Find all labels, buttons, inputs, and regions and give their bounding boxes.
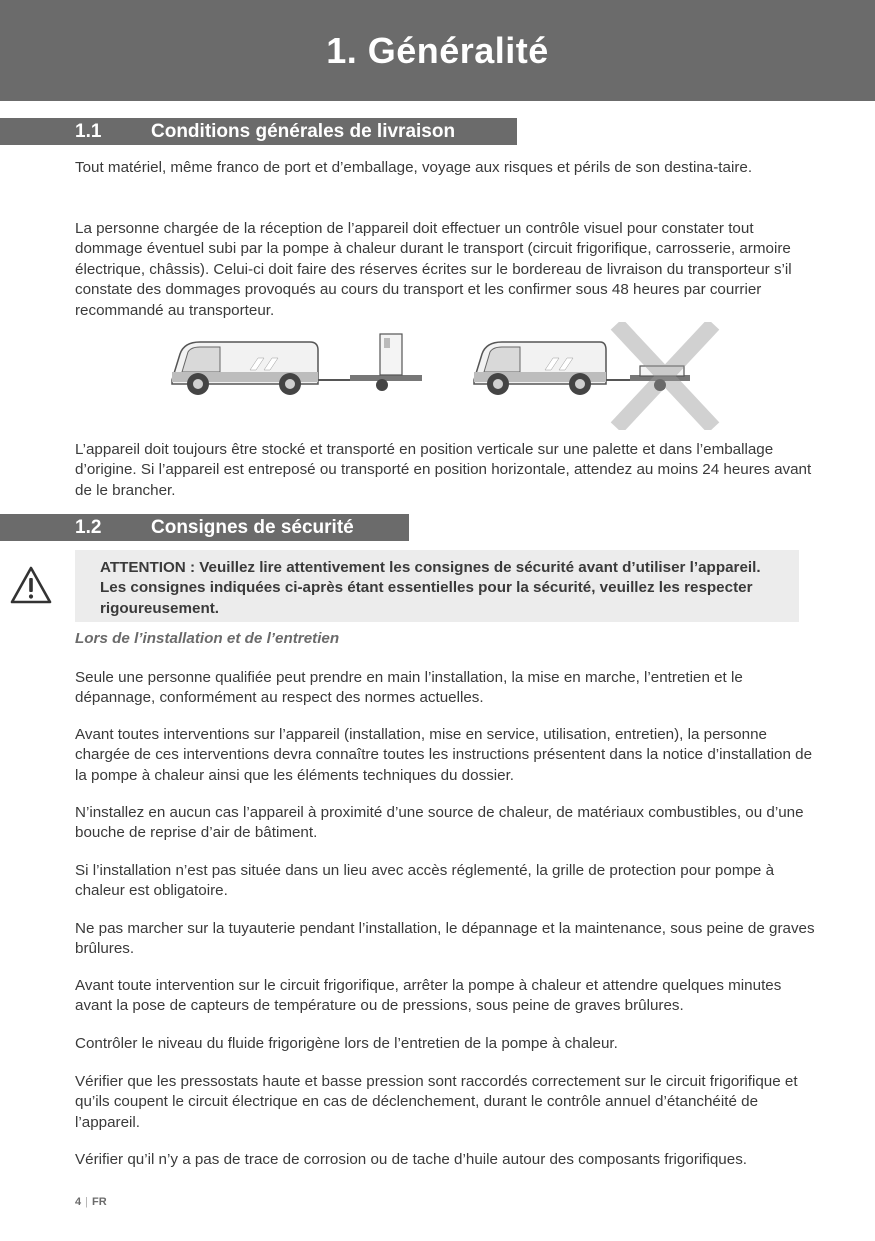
paragraph: N’installez en aucun cas l’appareil à proximité d’une source de chaleur, de matériaux combustibles, ou d’une bouche de reprise d’air de bâtiment. xyxy=(75,804,804,842)
subheading: Lors de l’installation et de l’entretien xyxy=(75,630,340,647)
warning-triangle-icon xyxy=(9,565,53,605)
warning-text: ATTENTION : Veuillez lire attentivement les consignes de sécurité avant d’utiliser l’appareil. Les consignes indiquées ci-après étant essentielles pour la sécurité, veuillez les respecter rigoureusement. xyxy=(100,559,761,617)
paragraph: Avant toutes interventions sur l’appareil (installation, mise en service, utilisation, entretien), la personne chargée de ces interventions devra connaître toutes les instructions présentent dans la notice d’installation de la pompe à chaleur ainsi que les éléments techniques du dossier. xyxy=(75,726,813,784)
paragraph: Si l’installation n’est pas située dans un lieu avec accès réglementé, la grille de protection pour pompe à chaleur est obligatoire. xyxy=(75,862,775,900)
section-heading-1-1 xyxy=(0,118,517,145)
paragraph: La personne chargée de la réception de l’appareil doit effectuer un contrôle visuel pour constater tout dommage éventuel subi par la pompe à chaleur durant le transport (circuit frigorifique, carrosserie, armoire électrique, châssis). Celui-ci doit faire des réserves écrites sur le bordereau de livraison du transporteur s’il constate des dommages provoqués au cours du transport et les confirmer sous 48 heures par courrier recommandé au transporteur. xyxy=(75,220,792,319)
page-number: 4 xyxy=(75,1196,82,1208)
section-title: Consignes de sécurité xyxy=(151,516,354,538)
paragraph: Tout matériel, même franco de port et d’emballage, voyage aux risques et périls de son destina-taire. xyxy=(75,159,753,176)
paragraph: L’appareil doit toujours être stocké et transporté en position verticale sur une palette et dans l’emballage d’origine. Si l’appareil est entreposé ou transporté en position horizontale, attendez au moins 24 heures avant de le brancher. xyxy=(75,441,812,499)
paragraph: Avant toute intervention sur le circuit frigorifique, arrêter la pompe à chaleur et attendre quelques minutes avant la pose de capteurs de température ou de pressions, sous peine de graves brûlures. xyxy=(75,977,782,1015)
language-code: FR xyxy=(91,1196,107,1208)
paragraph: Vérifier que les pressostats haute et basse pression sont raccordés correctement sur le circuit frigorifique et qu’ils coupent le circuit électrique en cas de déclenchement, durant le contrôle annuel d’étanchéité de l’appareil. xyxy=(75,1073,798,1131)
paragraph: Vérifier qu’il n’y a pas de trace de corrosion ou de tache d’huile autour des composants frigorifiques. xyxy=(75,1151,748,1168)
chapter-title: 1. Généralité xyxy=(326,29,549,71)
van-upright-trailer-icon xyxy=(172,334,422,395)
paragraph: Contrôler le niveau du fluide frigorigène lors de l’entretien de la pompe à chaleur. xyxy=(75,1035,618,1052)
section-title: Conditions générales de livraison xyxy=(151,120,456,142)
section-number: 1.2 xyxy=(75,516,102,538)
section-number: 1.1 xyxy=(75,120,102,142)
paragraph: Ne pas marcher sur la tuyauterie pendant l’installation, le dépannage et la maintenance, sous peine de graves brûlures. xyxy=(75,920,815,958)
warning-box xyxy=(75,550,799,622)
page-footer: 4 | FR xyxy=(75,1196,107,1208)
transport-illustration xyxy=(160,322,730,430)
paragraph: Seule une personne qualifiée peut prendre en main l’installation, la mise en marche, l’entretien et le dépannage, conformément au respect des normes actuelles. xyxy=(75,669,743,707)
section-heading-1-2 xyxy=(0,514,409,541)
chapter-header xyxy=(0,0,875,101)
